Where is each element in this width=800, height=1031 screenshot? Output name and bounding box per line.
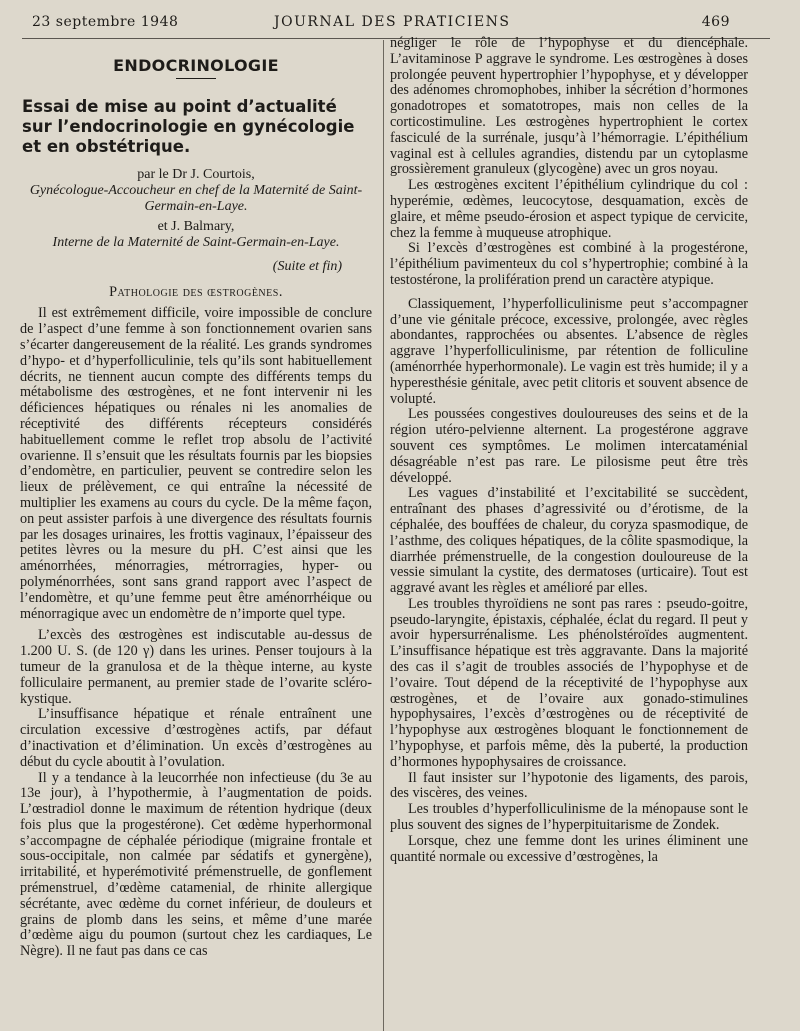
article-title: Essai de mise au point d’actualité sur l’endocrinologie en gynécologie et en obstétrique. [22,96,355,156]
section-rule [176,78,216,79]
column-divider [383,40,384,1031]
paragraph: Si l’excès d’œstrogènes est combiné à la progestérone, l’épithélium pavimenteux du col s’hypertrophie; combiné à la testostérone, la prolifération prend un caractère atypique. [390,240,748,288]
paragraph: Lorsque, chez une femme dont les urines éliminent une quantité normale ou excessive d’œstrogènes, la [390,832,748,865]
author-1-role: Gynécologue-Accoucheur en chef de la Maternité de Saint-Germain-en-Laye. [29,182,363,214]
paragraph: L’excès des œstrogènes est indiscutable au-dessus de 1.200 U. S. (de 120 γ) dans les urines. Penser toujours à la tumeur de la granulosa et de la thèque interne, au kyste folliculaire permanent, au premier stade de l’ovarite scléro-kystique. [20,627,372,707]
paragraph: négliger le rôle de l’hypophyse et du diencéphale. L’avitaminose P aggrave le syndrome. Les œstrogènes à doses prolongée peuvent hypertrophier l’hypophyse, et y développer des adénomes chromophobes, inhiber la sécrétion d’hormones gonadotropes et somatotropes, mais non celles de la corticostimuline. Les œstrogènes hypertrophient le cortex fasciculé de la surrénale, jusqu’à l’hémorragie. L’épithélium vaginal est à cellules agrandies, distendu par un cytoplasme grossièrement granuleux (glycogène) avec un gros noyau. [390,36,748,178]
issue-date: 23 septembre 1948 [32,14,179,30]
author-2: et J. Balmary, [157,218,235,234]
paragraph: L’insuffisance hépatique et rénale entraînent une circulation excessive d’œstrogènes actifs, par défaut d’inactivation et d’élimination. Un excès d’œstrogènes au début du cycle aboutit à l’ovulation. [20,706,372,770]
right-column [390,36,748,1031]
author-2-role: Interne de la Maternité de Saint-Germain-en-Laye. [52,234,340,250]
paragraph: Les troubles d’hyperfolliculinisme de la ménopause sont le plus souvent des signes de l’hyperpituitarisme de Zondek. [390,801,748,834]
paragraph: Il faut insister sur l’hypotonie des ligaments, des parois, des viscères, des veines. [390,769,748,802]
section-title: ENDOCRINOLOGIE [113,56,279,75]
page-number: 469 [701,14,730,30]
continuation-note: (Suite et fin) [272,258,342,274]
paragraph: Les poussées congestives douloureuses des seins et de la région utéro-pelvienne alternent. La progestérone aggrave souvent ces symptômes. Le molimen intercataménial désagréable n’est pas rare. Le pilosisme peut être très développé. [390,406,748,486]
left-column [20,40,372,1031]
paragraph: Les œstrogènes excitent l’épithélium cylindrique du col : hyperémie, œdèmes, leucocytose, desquamation, excès de glaire, et même pseudo-érosion et aspect typique de cervicite, chez la femme à muqueuse atrophique. [390,177,748,241]
journal-title: JOURNAL DES PRATICIENS [274,14,511,30]
paragraph: Les troubles thyroïdiens ne sont pas rares : pseudo-goitre, pseudo-laryngite, épistaxis, céphalée, éclat du regard. Il peut y avoir hypersurrénalisme. Les phénolstéroïdes augmentent. L’insuffisance hépatique est très aggravante. Dans la majorité des cas il s’agit de troubles associés de l’hypophyse et de l’ovaire. Tout dépend de la réceptivité de l’hypophyse aux œstrogènes, et de l’ovaire aux gonado-stimulines hypophysaires, l’excès d’œstrogènes ou de réceptivité de l’hypophyse aux œstrogènes bloquant le fonctionnement de l’hypophyse, et parfois même, dès la puberté, la production d’hormones hypophysaires de croissance. [390,595,748,770]
subsection-heading: Pathologie des œstrogènes. [109,283,283,300]
paragraph: Les vagues d’instabilité et l’excitabilité se succèdent, entraînant des phases d’agressivité ou d’érotisme, de la céphalée, des bouffées de chaleur, du coryza spasmodique, de l’asthme, des coliques hépatiques, de la côlite spasmodique, la diarrhée prémenstruelle, de la congestion douloureuse de la vessie simulant la cystite, des dermatoses (urticaire). Tout est aggravé avant les règles et amélioré par elles. [390,485,748,597]
byline [20,167,372,251]
paragraph: Classiquement, l’hyperfolliculinisme peut s’accompagner d’une vie génitale précoce, excessive, prolongée, avec règles abondantes, rapprochées ou absentes. L’absence de règles aggrave l’hyperfolliculinisme, par rétention de folliculine (aménorrhée hyperhormonale). Le vagin est très humide; il y a hyperesthésie génitale, avec petit clitoris et souvent absence de volupté. [390,295,748,407]
paragraph: Il est extrêmement difficile, voire impossible de conclure de l’aspect d’une femme à son fonctionnement ovarien sans s’écarter dangereusement de la réalité. Les grands syndromes d’hypo- et d’hyperfolliculinie, tels qu’ils sont habituellement décrits, ne tiennent aucun compte des différents temps du métabolisme des œstrogènes, et ne font intervenir ni les déficiences hépatiques ou rénales ni les anomalies de réceptivité des différents récepteurs considérés habituellement comme le reflet trop absolu de l’activité ovarienne. Il s’ensuit que les résultats fournis par les biopsies d’endomètre, en particulier, peuvent se contredire selon les lieux de prélèvement, ce qui entraîne la nécessité de multiplier les examens au cours du cycle. De la même façon, on peut assister parfois à une divergence des résultats fournis par les dosages urinaires, les frottis vaginaux, l’épaisseur des petites lèvres ou la mesure du pH. C’est ainsi que les aménorrhées, ménorragies, métrorragies, hyper- ou polyménorrhées, sont sans grand rapport avec l’aspect de l’endomètre, et qu’une femme peut être aménorrhéique ou ménorragique avec un endomètre de n’importe quel type. [20,305,372,622]
author-1: par le Dr J. Courtois, [137,166,255,182]
running-head [32,14,730,34]
paragraph: Il y a tendance à la leucorrhée non infectieuse (du 3e au 13e jour), à l’hypothermie, à l’augmentation de poids. L’œstradiol donne le maximum de rétention hydrique (deux fois plus que la progestérone). Cet œdème hyperhormonal s’accompagne de céphalée périodique (migraine frontale et sous-occipitale, non calmée par sédatifs et gynergène), irritabilité, et hyperémotivité prémenstruelle, de gonflement prémenstruel, d’œdème catamenial, de rhinite allergique sécrétante, avec œdème du cornet inférieur, de douleurs et grains de plomb dans les seins, et même d’une marée d’œdème aigu du poumon (surtout chez les cardiaques, Le Nègre). Il ne faut pas dans ce cas [20,769,372,960]
